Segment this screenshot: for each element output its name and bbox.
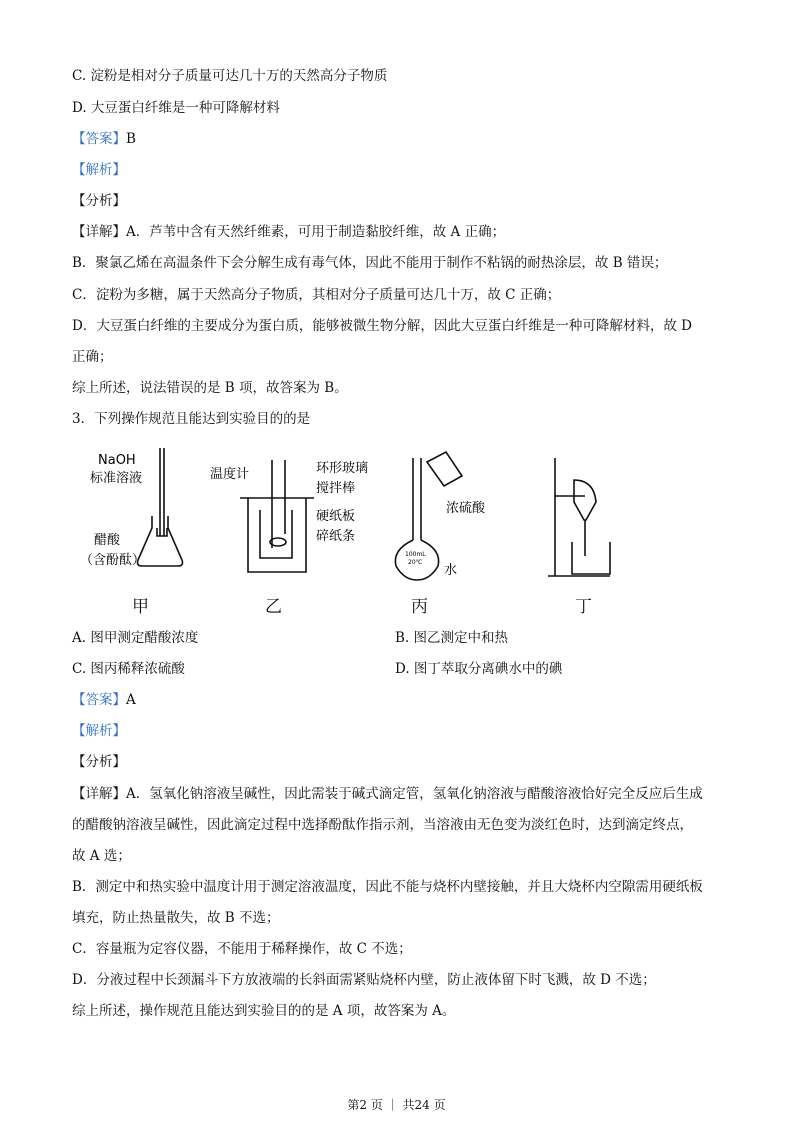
figure-label-jia: 甲 — [132, 597, 149, 617]
explain3-b2: 填充，防止热量散失，故 B 不选； — [72, 910, 280, 926]
label-shui: 水 — [444, 563, 458, 578]
answer3-tag: 【答案】 — [72, 692, 126, 708]
xiangjie-3 — [72, 784, 703, 804]
explain-c: C．淀粉为多糖，属于天然高分子物质，其相对分子质量可达几十万，故 C 正确； — [72, 287, 561, 303]
jiexi-tag: 【解析】 — [72, 162, 126, 178]
figure-label-bing: 丙 — [411, 597, 428, 617]
apparatus-figure — [80, 448, 620, 588]
answer-2 — [72, 129, 136, 149]
label-biaozhun: 标准溶液 — [90, 471, 143, 486]
page-footer: 第2 页 ｜ 共24 页 — [347, 1098, 446, 1112]
explain3-d1: D．分液过程中长颈漏斗下方放液端的长斜面需紧贴烧杯内壁，防止液体留下时飞溅，故 D 不选； — [72, 972, 656, 988]
answer-value: B — [126, 131, 136, 147]
explain3-b1: B．测定中和热实验中温度计用于测定溶液温度，因此不能与烧杯内壁接触，并且大烧杯内空隙需用硬纸板 — [72, 879, 703, 895]
label-jiaoban: 搅拌棒 — [316, 481, 356, 496]
fenxi3-tag: 【分析】 — [72, 754, 126, 770]
explain-b: B．聚氯乙烯在高温条件下会分解生成有毒气体，因此不能用于制作不粘锅的耐热涂层，故 B 错误； — [72, 255, 668, 271]
jiexi3-tag: 【解析】 — [72, 723, 126, 739]
option-d: D. 图丁萃取分离碘水中的碘 — [395, 661, 563, 677]
option-a: A. 图甲测定醋酸浓度 — [72, 630, 199, 646]
xiangjie-2 — [72, 222, 505, 242]
fenxi-tag: 【分析】 — [72, 193, 126, 209]
summary-3: 综上所述，操作规范且能达到实验目的的是 A 项，故答案为 A。 — [72, 1003, 456, 1019]
label-flask-mark2: 20℃ — [408, 559, 423, 566]
xiangjie-tag: 【详解】 — [72, 224, 126, 240]
label-wendu: 温度计 — [210, 467, 250, 482]
answer-3 — [72, 690, 136, 710]
xiangjie3-tag: 【详解】 — [72, 786, 126, 802]
explain-d-1: D．大豆蛋白纤维的主要成分为蛋白质，能够被微生物分解，因此大豆蛋白纤维是一种可降解材料，故 D — [72, 318, 692, 334]
label-naoh: NaOH — [98, 453, 136, 468]
explain3-a3: 故 A 选； — [72, 848, 131, 864]
option-b: B. 图乙测定中和热 — [395, 630, 509, 646]
answer-tag: 【答案】 — [72, 131, 126, 147]
option-d-text: D. 大豆蛋白纤维是一种可降解材料 — [72, 100, 280, 116]
xiangjie3-a1: A．氢氧化钠溶液呈碱性，因此需装于碱式滴定管，氢氧化钠溶液与醋酸溶液恰好完全反应后生成 — [126, 786, 703, 802]
label-suizhi: 碎纸条 — [316, 529, 356, 544]
option-c: C. 图丙稀释浓硫酸 — [72, 661, 185, 677]
label-yingzhi: 硬纸板 — [316, 509, 356, 524]
label-huanxing: 环形玻璃 — [316, 461, 369, 476]
answer3-value: A — [126, 692, 136, 708]
label-cusuan: 醋酸 — [94, 533, 121, 548]
label-nongliu: 浓硫酸 — [446, 501, 486, 516]
label-flask-mark1: 100mL — [405, 551, 426, 558]
explain3-c1: C．容量瓶为定容仪器，不能用于稀释操作，故 C 不选； — [72, 941, 412, 957]
xiangjie-text: A．芦苇中含有天然纤维素，可用于制造黏胶纤维，故 A 正确； — [126, 224, 506, 240]
summary-2: 综上所述，说法错误的是 B 项，故答案为 B。 — [72, 380, 348, 396]
question-3: 3．下列操作规范且能达到实验目的的是 — [72, 411, 311, 427]
explain3-a2: 的醋酸钠溶液呈碱性，因此滴定过程中选择酚酞作指示剂，当溶液由无色变为淡红色时，达到滴定终点， — [72, 817, 693, 833]
label-fentai: （含酚酞） — [80, 553, 146, 568]
figure-label-yi: 乙 — [265, 597, 282, 617]
explain-d-2: 正确； — [72, 349, 113, 365]
option-c-text: C. 淀粉是相对分子质量可达几十万的天然高分子物质 — [72, 68, 388, 84]
figure-label-ding: 丁 — [575, 597, 592, 617]
